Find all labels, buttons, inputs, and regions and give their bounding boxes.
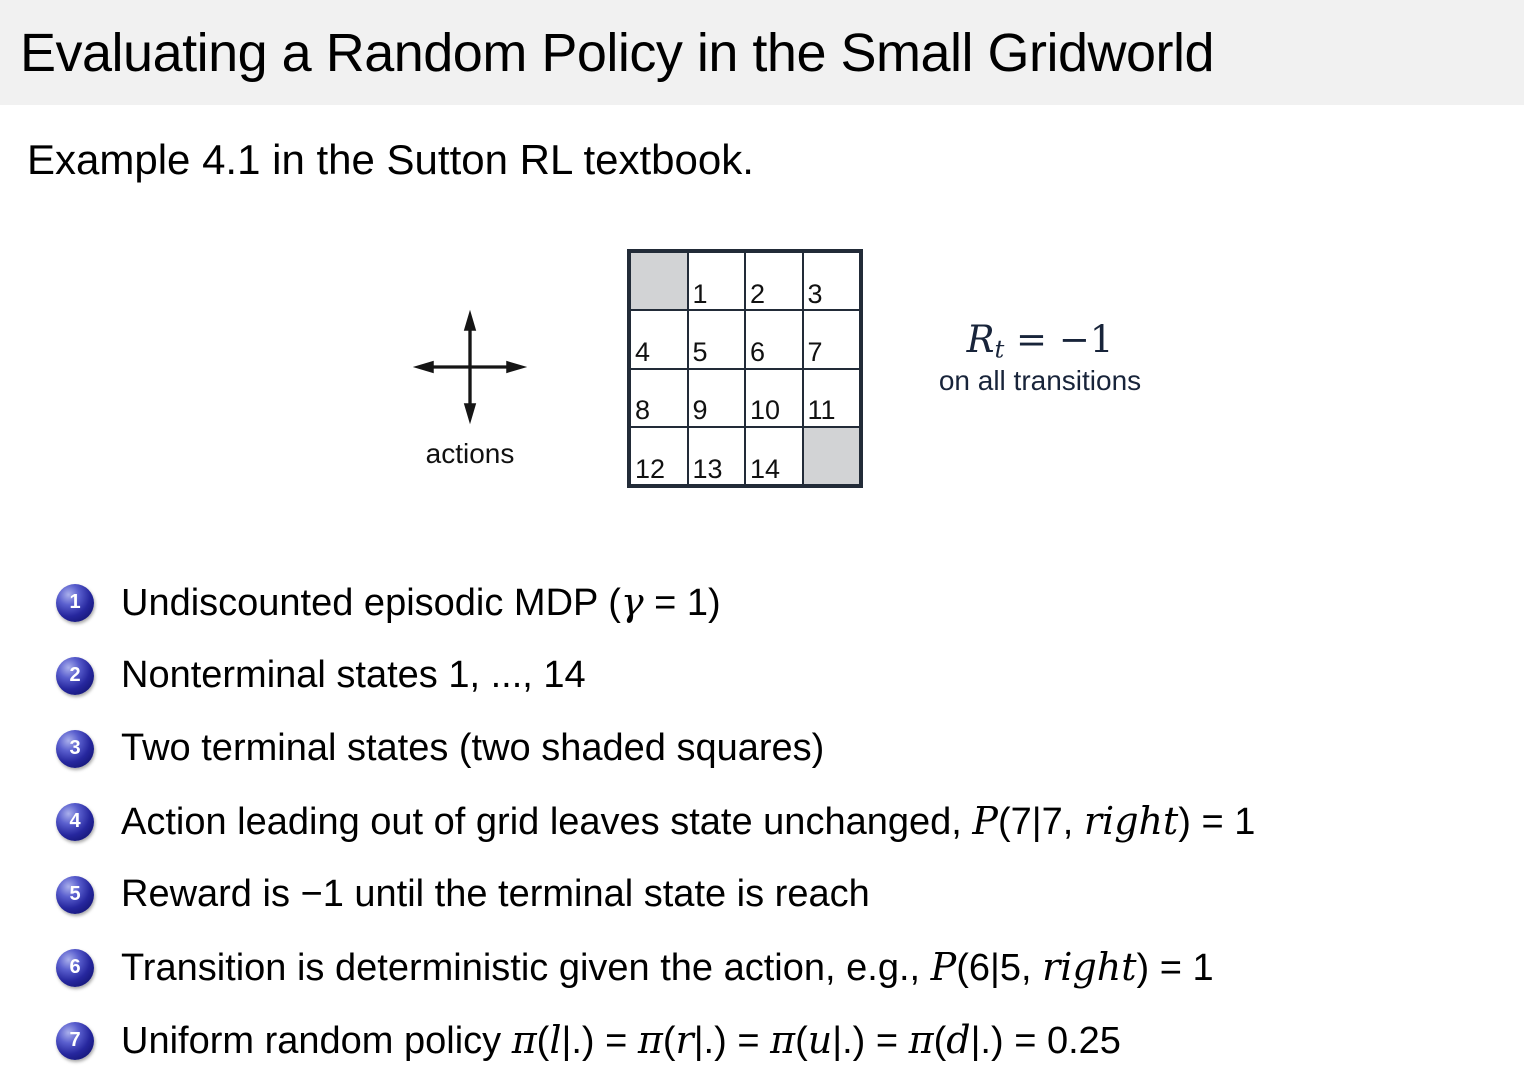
state-cell — [688, 252, 746, 310]
cell-label: 7 — [807, 337, 823, 368]
text-segment: |.) = — [693, 1020, 771, 1062]
text-segment: t — [994, 334, 1005, 364]
state-cell — [745, 252, 803, 310]
reward-equation — [920, 320, 1160, 363]
state-cell — [630, 310, 688, 368]
terminal-cell — [803, 427, 861, 485]
text-segment: r — [675, 1018, 694, 1062]
state-cell — [630, 369, 688, 427]
ball-bullet-3: 3 — [56, 730, 94, 768]
cell-label: 12 — [635, 453, 666, 484]
ball-bullet-4: 4 — [56, 803, 94, 841]
actions-arrows-icon — [408, 305, 532, 429]
text-segment: π — [511, 1018, 537, 1062]
list-item — [0, 858, 1524, 931]
property-list — [0, 566, 1524, 1077]
text-segment: Reward is — [121, 873, 301, 915]
cell-label: 13 — [692, 453, 723, 484]
text-segment: ) = 1 — [1136, 947, 1214, 989]
list-item — [0, 785, 1524, 858]
terminal-cell — [630, 252, 688, 310]
text-segment: Transition is deterministic given the action, e.g., — [121, 947, 931, 989]
cell-label: 8 — [635, 395, 651, 426]
text-segment: = −1 — [1004, 318, 1114, 361]
list-item-text — [121, 873, 870, 916]
ball-bullet-5: 5 — [56, 876, 94, 914]
list-item-text — [121, 727, 824, 770]
cell-label: 10 — [750, 395, 781, 426]
text-segment: |.) = — [561, 1020, 638, 1062]
state-cell — [745, 369, 803, 427]
cell-label: 14 — [750, 453, 781, 484]
cell-label: 6 — [750, 337, 766, 368]
text-segment: R — [966, 318, 995, 361]
text-segment: until the terminal state is reach — [343, 873, 870, 915]
list-item-text — [121, 654, 586, 697]
state-cell — [630, 427, 688, 485]
state-cell — [803, 252, 861, 310]
page-title: Evaluating a Random Policy in the Small Gridworld — [20, 22, 1215, 83]
list-item-text — [121, 799, 1255, 844]
text-segment: (7|7, — [997, 801, 1084, 843]
state-cell — [803, 369, 861, 427]
cell-label: 11 — [807, 395, 836, 426]
text-segment: right — [1083, 799, 1179, 843]
ball-bullet-2: 2 — [56, 657, 94, 695]
cell-label: 5 — [692, 337, 708, 368]
text-segment: Uniform random policy — [121, 1020, 512, 1062]
state-cell — [745, 310, 803, 368]
text-segment: Two terminal states (two shaded squares) — [121, 727, 825, 769]
list-item — [0, 1004, 1524, 1077]
text-segment: −1 — [300, 873, 344, 915]
cell-label: 1 — [692, 278, 708, 309]
text-segment: ) = 1 — [1178, 801, 1256, 843]
list-item — [0, 931, 1524, 1004]
list-item — [0, 712, 1524, 785]
text-segment: P — [972, 799, 998, 843]
text-segment: Action leading out of grid leaves state unchanged, — [121, 801, 973, 843]
text-segment: ( — [933, 1020, 947, 1062]
reward-caption: on all transitions — [938, 365, 1142, 397]
text-segment: (6|5, — [956, 947, 1043, 989]
state-cell — [745, 427, 803, 485]
text-segment: right — [1042, 945, 1137, 989]
text-segment: π — [770, 1018, 796, 1062]
text-segment: ( — [608, 582, 621, 624]
text-segment: ( — [536, 1020, 550, 1062]
state-cell — [688, 427, 746, 485]
state-cell — [688, 369, 746, 427]
actions-label: actions — [425, 438, 515, 469]
text-segment: ( — [795, 1020, 808, 1062]
list-item — [0, 566, 1524, 639]
text-segment: l — [549, 1018, 562, 1062]
cell-label: 9 — [692, 395, 708, 426]
text-segment: γ — [620, 580, 644, 624]
ball-bullet-1: 1 — [56, 584, 94, 622]
list-item-text — [121, 1018, 1121, 1063]
text-segment: |.) = 0.25 — [970, 1020, 1121, 1062]
list-item-text — [121, 945, 1214, 990]
ball-bullet-7: 7 — [56, 1022, 94, 1060]
cell-label: 3 — [807, 278, 823, 309]
list-item — [0, 639, 1524, 712]
state-cell — [688, 310, 746, 368]
text-segment: ( — [662, 1020, 676, 1062]
state-cell — [803, 310, 861, 368]
reward-annotation — [920, 320, 1160, 397]
ball-bullet-6: 6 — [56, 949, 94, 987]
cell-label: 2 — [750, 278, 766, 309]
subtitle: Example 4.1 in the Sutton RL textbook. — [27, 136, 754, 183]
text-segment: π — [908, 1018, 934, 1062]
text-segment: = 1) — [643, 582, 721, 624]
text-segment: |.) = — [832, 1020, 909, 1062]
text-segment: Undiscounted episodic MDP — [121, 582, 609, 624]
text-segment: d — [946, 1018, 971, 1062]
text-segment: 1, ..., 14 — [448, 654, 586, 696]
text-segment: Nonterminal states — [121, 654, 449, 696]
title-bar — [0, 0, 1524, 105]
list-item-text — [121, 580, 721, 625]
gridworld-grid — [627, 249, 863, 488]
cell-label: 4 — [635, 337, 651, 368]
text-segment: u — [807, 1018, 833, 1062]
text-segment: π — [637, 1018, 663, 1062]
text-segment: P — [930, 945, 957, 989]
